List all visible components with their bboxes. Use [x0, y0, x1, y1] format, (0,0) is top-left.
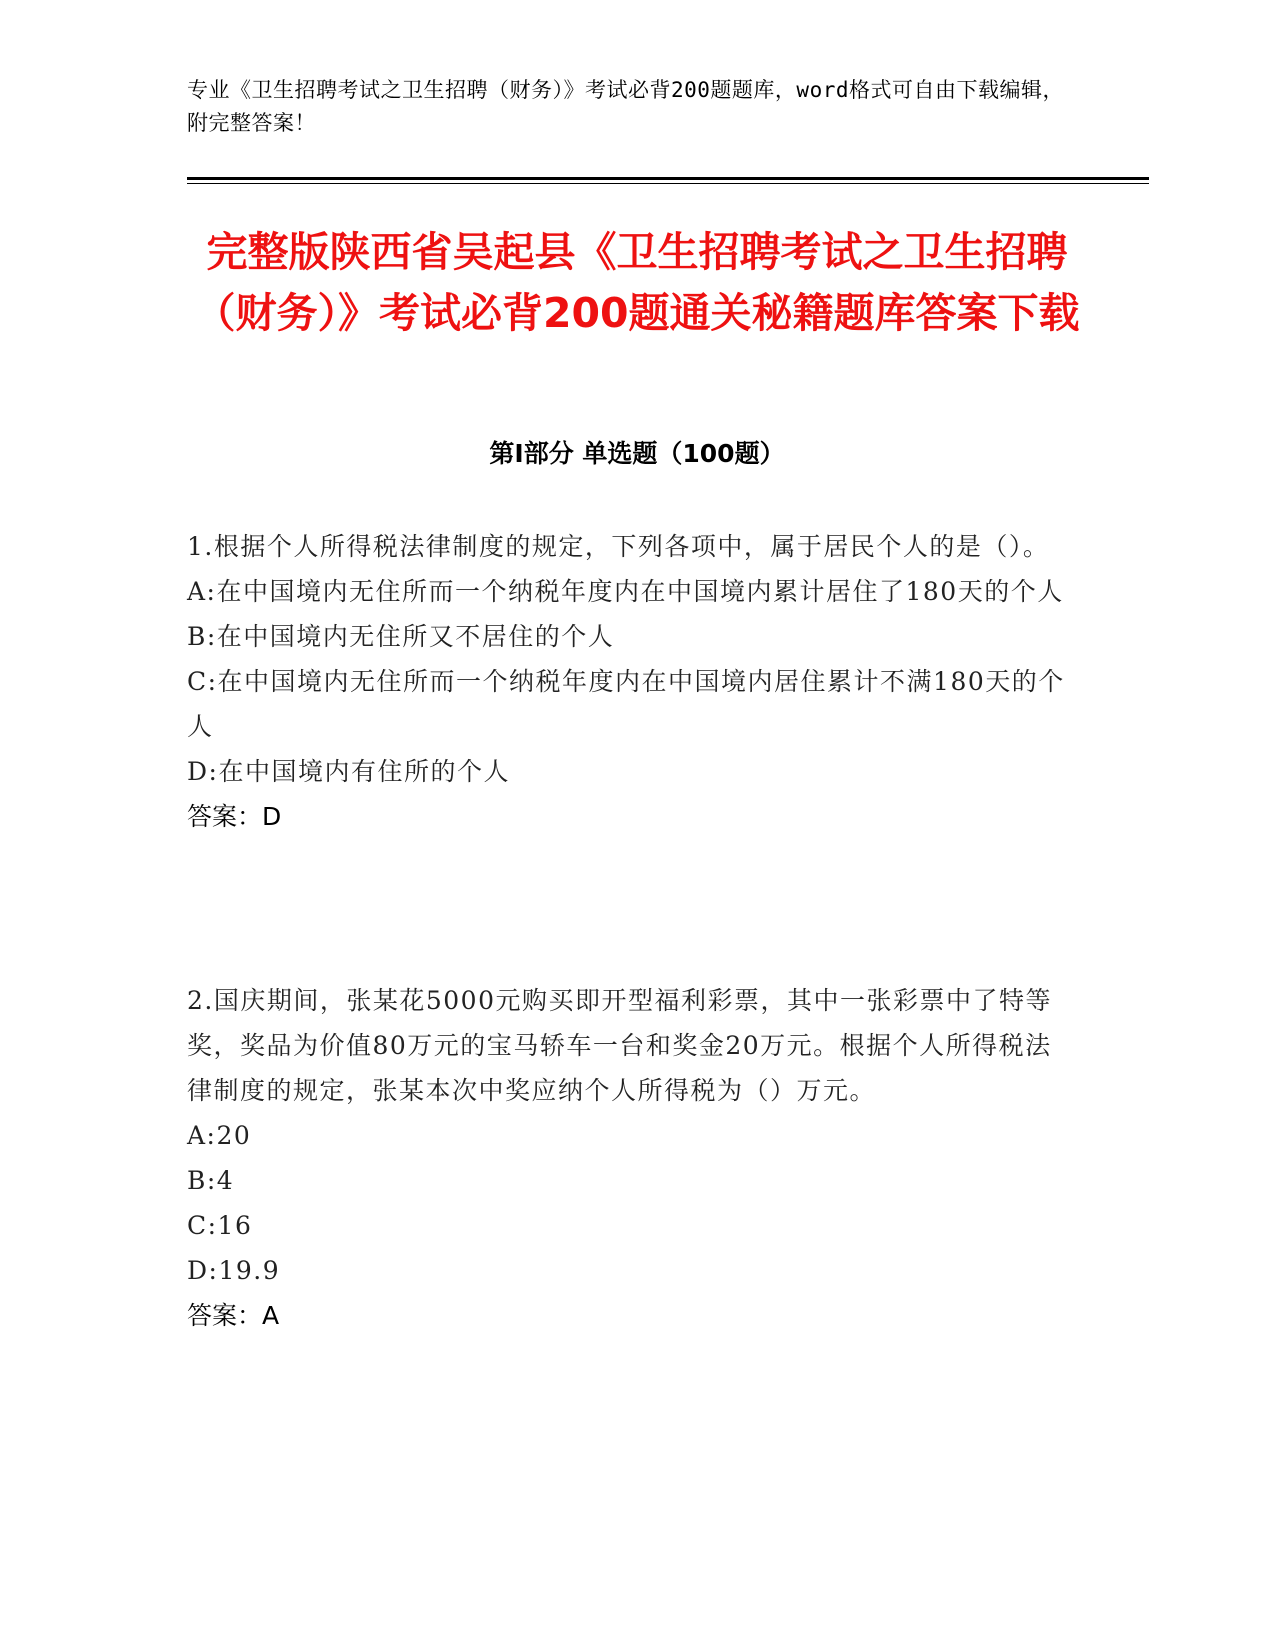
question-2 — [187, 978, 1067, 1338]
question-stem: 2.国庆期间，张某花5000元购买即开型福利彩票，其中一张彩票中了特等奖，奖品为价值80万元的宝马轿车一台和奖金20万元。根据个人所得税法律制度的规定，张某本次中奖应纳个人所得税为（）万元。 — [187, 986, 1052, 1105]
option-a: A:在中国境内无住所而一个纳税年度内在中国境内累计居住了180天的个人 — [187, 577, 1064, 606]
option-d: D:在中国境内有住所的个人 — [187, 757, 510, 786]
document-title: 完整版陕西省吴起县《卫生招聘考试之卫生招聘（财务）》考试必背200题通关秘籍题库答案下载 — [194, 228, 1080, 337]
answer-label: 答案： — [187, 802, 263, 831]
section-title: 第I部分 单选题（100题） — [489, 439, 785, 468]
answer-line — [187, 1293, 1067, 1338]
header-note: 专业《卫生招聘考试之卫生招聘（财务）》考试必背200题题库，word格式可自由下载编辑，附完整答案！ — [187, 78, 1064, 135]
header-divider-thin — [187, 183, 1149, 184]
header-divider-thick — [187, 177, 1149, 180]
question-1 — [187, 524, 1067, 839]
option-b: B:在中国境内无住所又不居住的个人 — [187, 622, 615, 651]
option-d: D:19.9 — [187, 1256, 281, 1285]
answer-value: A — [262, 1301, 280, 1330]
answer-line — [187, 794, 1067, 839]
option-c: C:16 — [187, 1211, 253, 1240]
option-a: A:20 — [187, 1121, 252, 1150]
option-c: C:在中国境内无住所而一个纳税年度内在中国境内居住累计不满180天的个人 — [187, 667, 1065, 741]
answer-value: D — [262, 802, 282, 831]
question-stem: 1.根据个人所得税法律制度的规定，下列各项中，属于居民个人的是（）。 — [187, 532, 1050, 561]
answer-label: 答案： — [187, 1301, 263, 1330]
option-b: B:4 — [187, 1166, 235, 1195]
